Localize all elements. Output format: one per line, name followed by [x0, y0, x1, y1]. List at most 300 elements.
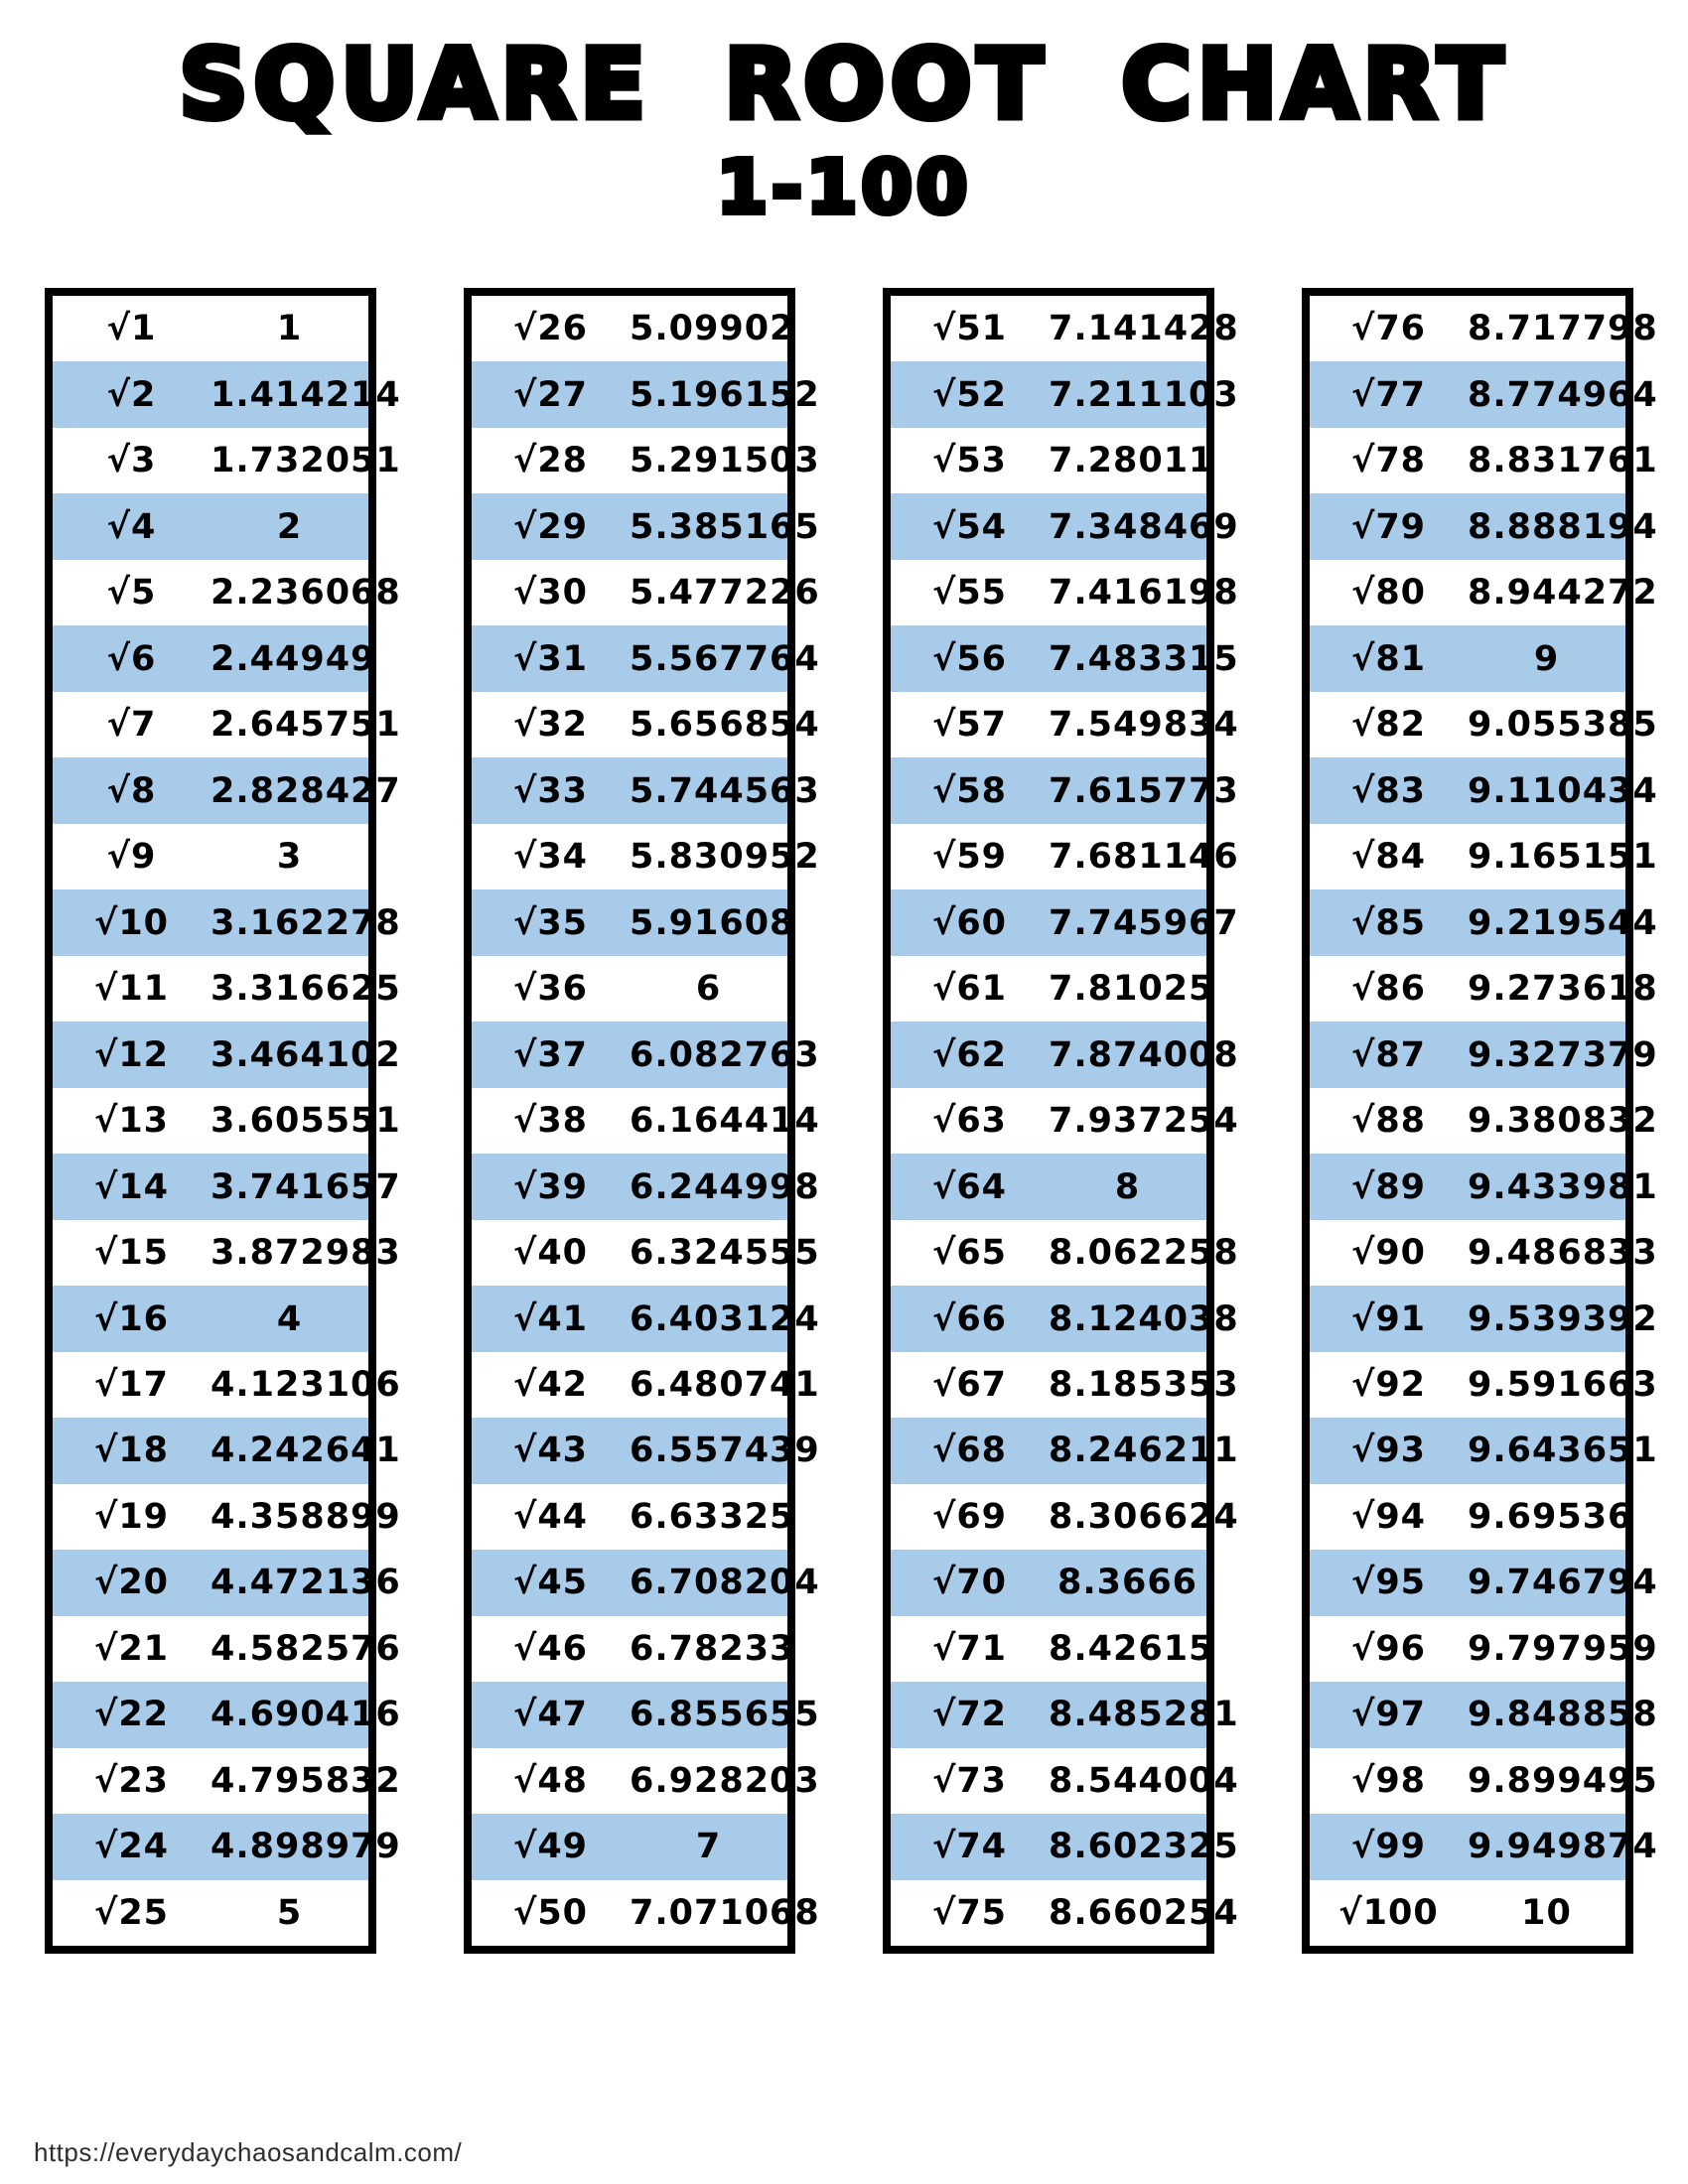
table-row — [472, 757, 820, 823]
value-cell: 5.830952 — [630, 837, 820, 878]
value-cell: 8.485281 — [1049, 1695, 1239, 1735]
radical-cell: √98 — [1350, 1760, 1427, 1801]
value-cell: 7.071068 — [630, 1892, 820, 1933]
radical-cell: √21 — [93, 1628, 170, 1669]
table-row — [53, 692, 401, 757]
radical-cell: √48 — [512, 1760, 589, 1801]
value-cell: 2.828427 — [211, 770, 401, 811]
radical-cell: √89 — [1350, 1166, 1427, 1207]
table-row — [891, 560, 1239, 625]
table-row — [472, 1880, 820, 1946]
table-row — [53, 1616, 401, 1682]
table-row — [472, 1682, 820, 1747]
table-row — [472, 1748, 820, 1814]
footer-url: https://everydaychaosandcalm.com/ — [34, 2137, 463, 2167]
value-cell: 6.244998 — [630, 1166, 820, 1207]
table-row — [1310, 493, 1658, 559]
radical-cell: √66 — [931, 1298, 1008, 1339]
table-row — [472, 1022, 820, 1087]
table-row — [891, 1088, 1239, 1154]
value-cell: 9.746794 — [1468, 1563, 1658, 1603]
value-cell: 8.717798 — [1468, 309, 1658, 349]
radical-cell: √51 — [931, 309, 1008, 349]
radical-cell: √76 — [1350, 309, 1427, 349]
value-cell: 2.44949 — [211, 638, 376, 679]
table-row — [53, 1154, 401, 1219]
radical-cell: √79 — [1350, 506, 1427, 547]
table-row — [53, 1418, 401, 1483]
table-row — [53, 296, 368, 361]
value-cell: 4.472136 — [211, 1563, 401, 1603]
table-row — [472, 625, 820, 691]
radical-cell: √75 — [931, 1892, 1008, 1933]
radical-cell: √93 — [1350, 1431, 1427, 1471]
radical-cell: √64 — [931, 1166, 1008, 1207]
radical-cell: √53 — [931, 441, 1008, 481]
table-row — [1310, 1616, 1658, 1682]
table-row — [891, 1352, 1239, 1418]
page-subtitle: 1-100 — [716, 145, 972, 230]
radical-cell: √11 — [93, 969, 170, 1010]
value-cell: 8.185353 — [1049, 1364, 1239, 1405]
table-row — [472, 1616, 795, 1682]
value-cell: 5.385165 — [630, 506, 820, 547]
table-row — [891, 1286, 1239, 1351]
value-cell: 6.63325 — [630, 1496, 795, 1537]
table-row — [891, 1220, 1239, 1286]
table-row — [891, 1682, 1239, 1747]
table-row — [472, 361, 820, 427]
value-cell: 8 — [1114, 1166, 1141, 1207]
value-cell: 3.162278 — [211, 902, 401, 943]
table-row — [1310, 1880, 1625, 1946]
radical-cell: √69 — [931, 1496, 1008, 1537]
radical-cell: √90 — [1350, 1233, 1427, 1274]
radical-cell: √67 — [931, 1364, 1008, 1405]
value-cell: 8.544004 — [1049, 1760, 1239, 1801]
value-cell: 9.69536 — [1468, 1496, 1633, 1537]
value-cell: 4.123106 — [211, 1364, 401, 1405]
table-row — [472, 1418, 820, 1483]
radical-cell: √38 — [512, 1101, 589, 1142]
table-row — [1310, 1220, 1658, 1286]
radical-cell: √45 — [512, 1563, 589, 1603]
value-cell: 8.246211 — [1049, 1431, 1239, 1471]
table-row — [53, 361, 401, 427]
radical-cell: √84 — [1350, 837, 1427, 878]
radical-cell: √57 — [931, 705, 1008, 746]
value-cell: 8.42615 — [1049, 1628, 1214, 1669]
footer — [34, 2137, 462, 2168]
value-cell: 7.81025 — [1049, 969, 1214, 1010]
table-row — [53, 493, 368, 559]
value-cell: 1.414214 — [211, 374, 401, 415]
radical-cell: √35 — [512, 902, 589, 943]
radical-cell: √22 — [93, 1695, 170, 1735]
table-row — [53, 1220, 401, 1286]
radical-cell: √31 — [512, 638, 589, 679]
table-row — [472, 889, 795, 955]
value-cell: 6.403124 — [630, 1298, 820, 1339]
table-row — [891, 956, 1214, 1022]
radical-cell: √62 — [931, 1034, 1008, 1075]
table-row — [1310, 1418, 1658, 1483]
value-cell: 7.937254 — [1049, 1101, 1239, 1142]
table-row — [1310, 1550, 1658, 1615]
header — [0, 0, 1688, 232]
table-row — [891, 1550, 1206, 1615]
value-cell: 7.416198 — [1049, 573, 1239, 614]
radical-cell: √63 — [931, 1101, 1008, 1142]
value-cell: 9.055385 — [1468, 705, 1658, 746]
value-cell: 7.874008 — [1049, 1034, 1239, 1075]
radical-cell: √88 — [1350, 1101, 1427, 1142]
radical-cell: √59 — [931, 837, 1008, 878]
table-row — [891, 296, 1239, 361]
value-cell: 2.236068 — [211, 573, 401, 614]
table-row — [1310, 1088, 1658, 1154]
table-row — [1310, 1352, 1658, 1418]
table-row — [1310, 361, 1658, 427]
radical-cell: √95 — [1350, 1563, 1427, 1603]
table-row — [472, 824, 820, 889]
radical-cell: √96 — [1350, 1628, 1427, 1669]
value-cell: 3.464102 — [211, 1034, 401, 1075]
value-cell: 3.872983 — [211, 1233, 401, 1274]
value-cell: 7.549834 — [1049, 705, 1239, 746]
table-row — [1310, 625, 1625, 691]
value-cell: 5.744563 — [630, 770, 820, 811]
radical-cell: √86 — [1350, 969, 1427, 1010]
value-cell: 9 — [1533, 638, 1560, 679]
radical-cell: √16 — [93, 1298, 170, 1339]
radical-cell: √28 — [512, 441, 589, 481]
radical-cell: √61 — [931, 969, 1008, 1010]
value-cell: 1 — [276, 309, 303, 349]
table-row — [891, 1022, 1239, 1087]
radical-cell: √41 — [512, 1298, 589, 1339]
value-cell: 8.774964 — [1468, 374, 1658, 415]
value-cell: 6.557439 — [630, 1431, 820, 1471]
value-cell: 8.888194 — [1468, 506, 1658, 547]
page-title: SQUARE ROOT CHART — [179, 29, 1509, 140]
value-cell: 5.09902 — [630, 309, 795, 349]
radical-cell: √9 — [106, 837, 157, 878]
radical-cell: √77 — [1350, 374, 1427, 415]
radical-cell: √30 — [512, 573, 589, 614]
value-cell: 5.567764 — [630, 638, 820, 679]
table-row — [53, 824, 368, 889]
radical-cell: √70 — [931, 1563, 1008, 1603]
radical-cell: √40 — [512, 1233, 589, 1274]
radical-cell: √19 — [93, 1496, 170, 1537]
radical-cell: √97 — [1350, 1695, 1427, 1735]
radical-cell: √65 — [931, 1233, 1008, 1274]
radical-cell: √14 — [93, 1166, 170, 1207]
value-cell: 5 — [276, 1892, 303, 1933]
value-cell: 9.110434 — [1468, 770, 1658, 811]
table-row — [53, 956, 401, 1022]
table-row — [891, 493, 1239, 559]
value-cell: 6.480741 — [630, 1364, 820, 1405]
table-row — [53, 1550, 401, 1615]
table-row — [53, 1352, 401, 1418]
table-row — [891, 824, 1239, 889]
value-cell: 9.273618 — [1468, 969, 1658, 1010]
table-row — [53, 1682, 401, 1747]
radical-cell: √60 — [931, 902, 1008, 943]
radical-cell: √55 — [931, 573, 1008, 614]
table-row — [891, 625, 1239, 691]
value-cell: 6.928203 — [630, 1760, 820, 1801]
radical-cell: √13 — [93, 1101, 170, 1142]
value-cell: 6.164414 — [630, 1101, 820, 1142]
radical-cell: √1 — [106, 309, 157, 349]
table-row — [53, 757, 401, 823]
table-row — [891, 1880, 1239, 1946]
value-cell: 2 — [276, 506, 303, 547]
table-row — [472, 1352, 820, 1418]
radical-cell: √37 — [512, 1034, 589, 1075]
radical-cell: √81 — [1350, 638, 1427, 679]
table-row — [472, 493, 820, 559]
table-row — [891, 428, 1214, 493]
radical-cell: √39 — [512, 1166, 589, 1207]
value-cell: 8.602325 — [1049, 1827, 1239, 1867]
value-cell: 4.242641 — [211, 1431, 401, 1471]
value-cell: 8.3666 — [1056, 1563, 1198, 1603]
table-row — [1310, 824, 1658, 889]
tables-container — [45, 288, 1658, 1954]
value-cell: 8.062258 — [1049, 1233, 1239, 1274]
sqrt-table-3 — [883, 288, 1239, 1954]
table-row — [891, 1484, 1239, 1550]
table-row — [1310, 1154, 1658, 1219]
table-row — [891, 1154, 1206, 1219]
value-cell: 9.848858 — [1468, 1695, 1658, 1735]
radical-cell: √23 — [93, 1760, 170, 1801]
value-cell: 9.949874 — [1468, 1827, 1658, 1867]
table-row — [1310, 1748, 1658, 1814]
table-row — [472, 296, 795, 361]
value-cell: 3.316625 — [211, 969, 401, 1010]
value-cell: 4.898979 — [211, 1827, 401, 1867]
radical-cell: √100 — [1338, 1892, 1439, 1933]
value-cell: 7 — [695, 1827, 722, 1867]
value-cell: 4.358899 — [211, 1496, 401, 1537]
table-row — [53, 1088, 401, 1154]
value-cell: 4.795832 — [211, 1760, 401, 1801]
value-cell: 9.165151 — [1468, 837, 1658, 878]
radical-cell: √78 — [1350, 441, 1427, 481]
table-row — [472, 1550, 820, 1615]
radical-cell: √82 — [1350, 705, 1427, 746]
value-cell: 5.196152 — [630, 374, 820, 415]
radical-cell: √91 — [1350, 1298, 1427, 1339]
radical-cell: √17 — [93, 1364, 170, 1405]
value-cell: 4 — [276, 1298, 303, 1339]
radical-cell: √54 — [931, 506, 1008, 547]
value-cell: 3.605551 — [211, 1101, 401, 1142]
sqrt-table-2 — [464, 288, 820, 1954]
radical-cell: √99 — [1350, 1827, 1427, 1867]
table-row — [53, 1286, 368, 1351]
value-cell: 5.291503 — [630, 441, 820, 481]
value-cell: 8.831761 — [1468, 441, 1658, 481]
radical-cell: √68 — [931, 1431, 1008, 1471]
value-cell: 5.477226 — [630, 573, 820, 614]
value-cell: 1.732051 — [211, 441, 401, 481]
sqrt-table-1 — [45, 288, 401, 1954]
radical-cell: √94 — [1350, 1496, 1427, 1537]
radical-cell: √20 — [93, 1563, 170, 1603]
radical-cell: √36 — [512, 969, 589, 1010]
radical-cell: √7 — [106, 705, 157, 746]
radical-cell: √4 — [106, 506, 157, 547]
radical-cell: √85 — [1350, 902, 1427, 943]
radical-cell: √3 — [106, 441, 157, 481]
value-cell: 9.539392 — [1468, 1298, 1658, 1339]
value-cell: 10 — [1521, 1892, 1572, 1933]
table-row — [1310, 1484, 1633, 1550]
table-row — [891, 1814, 1239, 1879]
radical-cell: √10 — [93, 902, 170, 943]
value-cell: 7.745967 — [1049, 902, 1239, 943]
value-cell: 6.855655 — [630, 1695, 820, 1735]
table-row — [1310, 956, 1658, 1022]
value-cell: 7.483315 — [1049, 638, 1239, 679]
table-row — [1310, 692, 1658, 757]
radical-cell: √52 — [931, 374, 1008, 415]
table-row — [472, 1088, 820, 1154]
value-cell: 6.708204 — [630, 1563, 820, 1603]
radical-cell: √18 — [93, 1431, 170, 1471]
radical-cell: √8 — [106, 770, 157, 811]
radical-cell: √24 — [93, 1827, 170, 1867]
value-cell: 9.643651 — [1468, 1431, 1658, 1471]
table-row — [1310, 1022, 1658, 1087]
radical-cell: √42 — [512, 1364, 589, 1405]
table-row — [891, 361, 1239, 427]
table-row — [472, 1154, 820, 1219]
radical-cell: √92 — [1350, 1364, 1427, 1405]
radical-cell: √71 — [931, 1628, 1008, 1669]
table-row — [891, 692, 1239, 757]
table-row — [472, 956, 787, 1022]
value-cell: 7.681146 — [1049, 837, 1239, 878]
table-row — [53, 1880, 368, 1946]
radical-cell: √72 — [931, 1695, 1008, 1735]
radical-cell: √44 — [512, 1496, 589, 1537]
table-row — [53, 889, 401, 955]
radical-cell: √87 — [1350, 1034, 1427, 1075]
value-cell: 9.327379 — [1468, 1034, 1658, 1075]
radical-cell: √29 — [512, 506, 589, 547]
value-cell: 5.656854 — [630, 705, 820, 746]
value-cell: 9.433981 — [1468, 1166, 1658, 1207]
radical-cell: √27 — [512, 374, 589, 415]
radical-cell: √26 — [512, 309, 589, 349]
radical-cell: √32 — [512, 705, 589, 746]
radical-cell: √6 — [106, 638, 157, 679]
radical-cell: √43 — [512, 1431, 589, 1471]
table-row — [472, 1814, 787, 1879]
value-cell: 9.899495 — [1468, 1760, 1658, 1801]
value-cell: 4.582576 — [211, 1628, 401, 1669]
radical-cell: √2 — [106, 374, 157, 415]
value-cell: 3.741657 — [211, 1166, 401, 1207]
table-row — [472, 560, 820, 625]
table-row — [472, 692, 820, 757]
table-row — [1310, 889, 1658, 955]
value-cell: 6 — [695, 969, 722, 1010]
table-row — [53, 1814, 401, 1879]
table-row — [891, 1616, 1214, 1682]
value-cell: 9.486833 — [1468, 1233, 1658, 1274]
table-row — [1310, 1682, 1658, 1747]
table-row — [1310, 560, 1658, 625]
table-row — [53, 1484, 401, 1550]
value-cell: 4.690416 — [211, 1695, 401, 1735]
radical-cell: √80 — [1350, 573, 1427, 614]
radical-cell: √58 — [931, 770, 1008, 811]
table-row — [472, 1220, 820, 1286]
radical-cell: √34 — [512, 837, 589, 878]
radical-cell: √83 — [1350, 770, 1427, 811]
value-cell: 6.78233 — [630, 1628, 795, 1669]
value-cell: 3 — [276, 837, 303, 878]
value-cell: 5.91608 — [630, 902, 795, 943]
radical-cell: √50 — [512, 1892, 589, 1933]
radical-cell: √74 — [931, 1827, 1008, 1867]
value-cell: 7.211103 — [1049, 374, 1239, 415]
value-cell: 8.660254 — [1049, 1892, 1239, 1933]
radical-cell: √56 — [931, 638, 1008, 679]
value-cell: 9.219544 — [1468, 902, 1658, 943]
table-row — [472, 428, 820, 493]
table-row — [891, 889, 1239, 955]
radical-cell: √73 — [931, 1760, 1008, 1801]
radical-cell: √49 — [512, 1827, 589, 1867]
table-row — [53, 1748, 401, 1814]
table-row — [53, 1022, 401, 1087]
radical-cell: √33 — [512, 770, 589, 811]
table-row — [53, 560, 401, 625]
value-cell: 9.797959 — [1468, 1628, 1658, 1669]
value-cell: 7.141428 — [1049, 309, 1239, 349]
value-cell: 7.28011 — [1049, 441, 1214, 481]
value-cell: 7.615773 — [1049, 770, 1239, 811]
value-cell: 6.324555 — [630, 1233, 820, 1274]
value-cell: 7.348469 — [1049, 506, 1239, 547]
value-cell: 9.380832 — [1468, 1101, 1658, 1142]
table-row — [472, 1286, 820, 1351]
table-row — [1310, 1814, 1658, 1879]
radical-cell: √15 — [93, 1233, 170, 1274]
sqrt-table-4 — [1302, 288, 1658, 1954]
value-cell: 8.124038 — [1049, 1298, 1239, 1339]
value-cell: 6.082763 — [630, 1034, 820, 1075]
value-cell: 8.306624 — [1049, 1496, 1239, 1537]
table-row — [53, 428, 401, 493]
radical-cell: √12 — [93, 1034, 170, 1075]
radical-cell: √25 — [93, 1892, 170, 1933]
radical-cell: √5 — [106, 573, 157, 614]
table-row — [891, 1418, 1239, 1483]
value-cell: 8.944272 — [1468, 573, 1658, 614]
table-row — [1310, 296, 1658, 361]
value-cell: 9.591663 — [1468, 1364, 1658, 1405]
